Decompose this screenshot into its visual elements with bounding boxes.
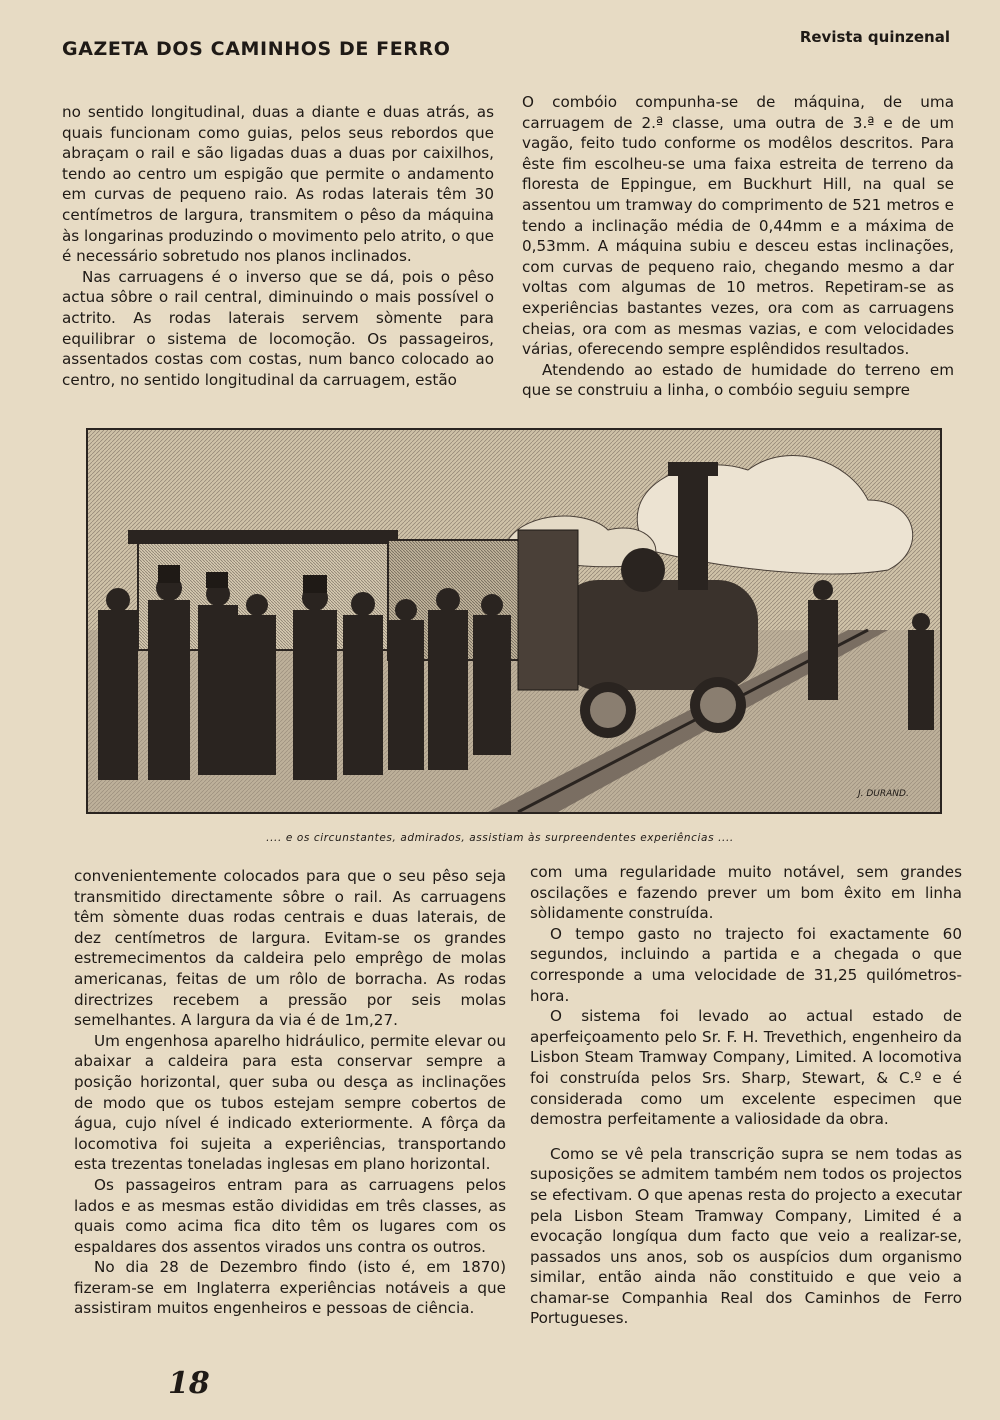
text-column-bottom-right	[530, 862, 962, 1329]
paragraph: convenientemente colocados para que o seu pêso seja transmitido directamente sôbre o rail. As carruagens têm sòmente duas rodas centrais e duas laterais, de dez centímetros de largura. Evitam-se os grandes estremecimentos da caldeira pelo emprêgo de molas americanas, feitas de um rôlo de borracha. As rodas directrizes recebem a pressão por seis molas semelhantes. A largura da via é de 1m,27.	[74, 867, 506, 1030]
journal-title: GAZETA DOS CAMINHOS DE FERRO	[62, 38, 451, 60]
paragraph: Um engenhosa aparelho hidráulico, permite elevar ou abaixar a caldeira para esta conservar sempre a posição horizontal, quer suba ou desça as inclinações de modo que os tubos estejam sempre cobertos de água, cujo nível é indicado exteriormente. A fôrça da locomotiva foi sujeita a experiências, transportando esta trezentas toneladas inglesas em plano horizontal.	[74, 1031, 506, 1174]
paragraph: Nas carruagens é o inverso que se dá, pois o pêso actua sôbre o rail central, diminuindo o mais possível o actrito. As rodas laterais servem sòmente para equilibrar o sistema de locomoção. Os passageiros, assentados costas com costas, num banco colocado ao centro, no sentido longitudinal da carruagem, estão	[62, 267, 494, 389]
text-column-top-right	[522, 92, 954, 401]
locomotive-chimney	[678, 470, 708, 590]
locomotive-boiler	[558, 580, 758, 690]
engraver-signature: J. DURAND.	[858, 789, 909, 799]
text-column-top-left	[62, 102, 494, 390]
paragraph: Como se vê pela transcrição supra se nem todas as suposições se admitem também nem todos os projectos se efectivam. O que apenas resta do projecto a executar pela Lisbon Steam Tramway Company, Limited é a evocação longíqua dum facto que veio a realizar-se, passados uns anos, sob os auspícios dum organismo similar, então ainda não constituido e que veio a chamar-se Companhia Real dos Caminhos de Ferro Portugueses.	[530, 1144, 962, 1328]
page-number: 18	[168, 1366, 210, 1401]
paragraph: O combóio compunha-se de máquina, de uma carruagem de 2.ª classe, uma outra de 3.ª e de um vagão, feito tudo conforme os modêlos descritos. Para êste fim escolheu-se uma faixa estreita de terreno da floresta de Eppingue, em Buckhurt Hill, na qual se assentou um tramway do comprimento de 521 metros e tendo a inclinação média de 0,44mm e a máxima de 0,53mm. A máquina subiu e desceu estas inclinações, com curvas de pequeno raio, chegando mesmo a dar voltas com algumas de 10 metros. Repetiram-se as experiências bastantes vezes, ora com as carruagens cheias, ora com as mesmas vazias, e com velocidades várias, oferecendo sempre esplêndidos resultados.	[522, 93, 954, 359]
paragraph: No dia 28 de Dezembro findo (isto é, em 1870) fizeram-se em Inglaterra experiências notáveis a que assistiram muitos engenheiros e pessoas de ciência.	[74, 1258, 506, 1318]
paragraph: O tempo gasto no trajecto foi exactamente 60 segundos, incluindo a partida e a chegada o que corresponde a uma velocidade de 31,25 quilómetros-hora.	[530, 924, 962, 1005]
paragraph: Atendendo ao estado de humidade do terreno em que se construiu a linha, o combóio seguiu sempre	[522, 360, 954, 400]
engraving-illustration	[86, 428, 942, 814]
locomotive-cab	[518, 530, 578, 690]
paragraph: Os passageiros entram para as carruagens pelos lados e as mesmas estão divididas em três classes, as quais como acima fica dito têm os lugares com os espaldares dos assentos virados uns contra os outros.	[74, 1175, 506, 1256]
paragraph: O sistema foi levado ao actual estado de aperfeiçoamento pelo Sr. F. H. Trevethich, engenheiro da Lisbon Steam Tramway Company, Limited. A locomotiva foi construída pelos Srs. Sharp, Stewart, & C.º e é considerada como um excelente especimen que demostra perfeitamente a valiosidade da obra.	[530, 1007, 962, 1129]
steam-tram-engraving	[88, 430, 940, 812]
paragraph: no sentido longitudinal, duas a diante e duas atrás, as quais funcionam como guias, pelos seus rebordos que abraçam o rail e são ligadas duas a duas por caixilhos, tendo ao centro um espigão que permite o andamento em curvas de pequeno raio. As rodas laterais têm 30 centímetros de largura, transmitem o pêso da máquina às longarinas produzindo o movimento pelo atrito, o que é necessário sobretudo nos planos inclinados.	[62, 103, 494, 266]
paragraph: com uma regularidade muito notável, sem grandes oscilações e fazendo prever um bom êxito em linha sòlidamente construída.	[530, 863, 962, 923]
steam-dome	[621, 548, 665, 592]
text-column-bottom-left	[74, 866, 506, 1319]
journal-subtitle: Revista quinzenal	[799, 28, 950, 46]
illustration-caption: .... e os circunstantes, admirados, assistiam às surpreendentes experiências ....	[266, 832, 734, 844]
